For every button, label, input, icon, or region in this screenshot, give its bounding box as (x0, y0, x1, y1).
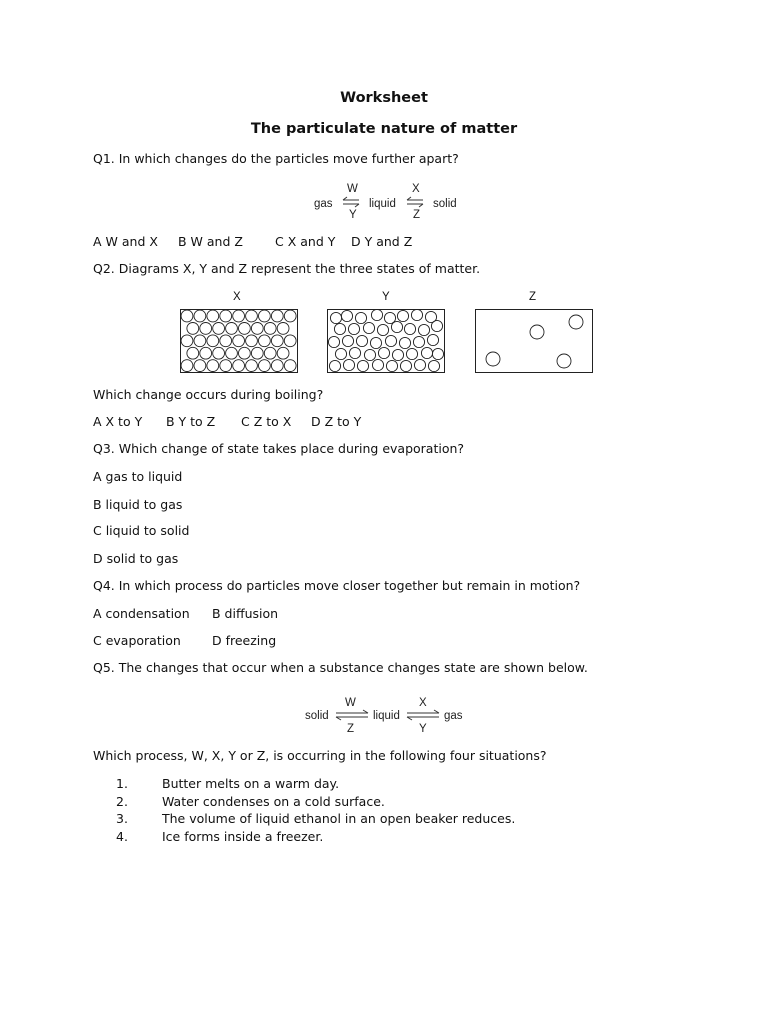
solid-particle (233, 310, 245, 322)
solid-particle (194, 360, 206, 372)
q2-label-y: Y (382, 291, 390, 303)
solid-particle (181, 360, 193, 372)
list-item-number: 2. (116, 793, 128, 809)
list-item-text: Butter melts on a warm day. (162, 776, 340, 791)
q5-state-change-diagram (296, 692, 476, 740)
solid-particle (187, 347, 199, 359)
solid-particle (271, 360, 283, 372)
q1-diagram-top2: X (412, 183, 420, 195)
q4-option-c: C evaporation (93, 633, 181, 648)
solid-particle (207, 310, 219, 322)
solid-particle (226, 323, 238, 335)
q1-diagram-right: solid (433, 198, 457, 210)
q5-diagram-top2: X (419, 697, 427, 709)
diagram-y-liquid (327, 309, 445, 373)
solid-particle (259, 360, 271, 372)
q5-diagram-bottom2: Y (419, 723, 427, 735)
q1-state-change-diagram (300, 178, 470, 226)
q1-option-c: C X and Y (275, 234, 336, 249)
solid-particle (233, 360, 245, 372)
q1-diagram-bottom2: Z (413, 209, 421, 221)
solid-particle (207, 335, 219, 347)
solid-particle (194, 335, 206, 347)
solid-particle (246, 360, 258, 372)
solid-particle (246, 335, 258, 347)
q3-option-a: A gas to liquid (93, 469, 183, 484)
q5-diagram-left: solid (305, 710, 329, 722)
q5-diagram-bottom1: Z (347, 723, 355, 735)
q4-question: Q4. In which process do particles move closer together but remain in motion? (93, 578, 581, 593)
solid-particle (277, 347, 289, 359)
q1-option-a: A W and X (93, 234, 158, 249)
q3-option-d: D solid to gas (93, 551, 179, 566)
q2-followup: Which change occurs during boiling? (93, 387, 324, 402)
solid-particle (264, 347, 276, 359)
solid-particle (277, 323, 289, 335)
solid-particle (239, 323, 251, 335)
q2-option-a: A X to Y (93, 414, 143, 429)
solid-particle (284, 310, 296, 322)
solid-particle (226, 347, 238, 359)
q2-label-z: Z (529, 291, 537, 303)
solid-particle (284, 360, 296, 372)
solid-particle (246, 310, 258, 322)
q2-question: Q2. Diagrams X, Y and Z represent the three states of matter. (93, 261, 481, 276)
solid-particle (200, 347, 212, 359)
q4-option-b: B diffusion (212, 606, 279, 621)
solid-particle (284, 335, 296, 347)
q1-option-d: D Y and Z (351, 234, 413, 249)
q3-option-b: B liquid to gas (93, 497, 183, 512)
list-item-text: Ice forms inside a freezer. (162, 828, 324, 844)
diagram-x-solid (180, 309, 298, 373)
solid-particle (251, 347, 263, 359)
solid-particle (220, 310, 232, 322)
q5-diagram-right: gas (444, 710, 463, 722)
q2-option-d: D Z to Y (311, 414, 362, 429)
solid-particle (194, 310, 206, 322)
equilibrium-arrow-icon (336, 710, 368, 720)
list-item-text: The volume of liquid ethanol in an open beaker reduces. (162, 811, 516, 826)
equilibrium-arrow-icon (407, 710, 439, 720)
equilibrium-arrow-icon (343, 197, 359, 207)
q4-option-a: A condensation (93, 606, 190, 621)
solid-particle (259, 310, 271, 322)
q5-diagram-top1: W (345, 697, 356, 709)
q3-option-c: C liquid to solid (93, 523, 190, 538)
list-item (116, 776, 515, 794)
list-item-number: 3. (116, 811, 128, 826)
q5-diagram-middle: liquid (373, 710, 400, 722)
q1-diagram-left: gas (314, 198, 333, 210)
q2-option-c: C Z to X (241, 414, 292, 429)
solid-particle (181, 310, 193, 322)
q1-diagram-top1: W (347, 183, 358, 195)
solid-particle (271, 335, 283, 347)
list-item (116, 829, 515, 847)
q1-option-b: B W and Z (178, 234, 243, 249)
worksheet-subtitle: The particulate nature of matter (250, 121, 518, 137)
solid-particle (239, 347, 251, 359)
q2-label-x: X (233, 291, 241, 303)
solid-particle (207, 360, 219, 372)
q5-followup: Which process, W, X, Y or Z, is occurring in the following four situations? (93, 748, 547, 763)
diagram-z-gas (475, 309, 593, 373)
list-item-number: 1. (116, 776, 128, 791)
q4-option-d: D freezing (212, 633, 277, 648)
worksheet-title: Worksheet (340, 90, 428, 106)
solid-particle (187, 323, 199, 335)
solid-particle (264, 323, 276, 335)
solid-particle (259, 335, 271, 347)
solid-particle (233, 335, 245, 347)
solid-particle (181, 335, 193, 347)
solid-particle (220, 335, 232, 347)
q5-situation-list (116, 776, 515, 846)
list-item-text: Water condenses on a cold surface. (162, 793, 385, 809)
q3-question: Q3. Which change of state takes place during evaporation? (93, 441, 465, 456)
solid-particle (213, 347, 225, 359)
solid-particle (251, 323, 263, 335)
solid-particle (200, 323, 212, 335)
solid-particle (213, 323, 225, 335)
solid-particle (271, 310, 283, 322)
q1-diagram-bottom1: Y (349, 209, 357, 221)
equilibrium-arrow-icon (407, 197, 423, 207)
list-item (116, 811, 515, 829)
q1-question: Q1. In which changes do the particles move further apart? (93, 151, 459, 166)
list-item (116, 794, 515, 812)
q5-question: Q5. The changes that occur when a substance changes state are shown below. (93, 660, 588, 675)
q2-option-b: B Y to Z (166, 414, 216, 429)
q1-diagram-middle: liquid (369, 198, 396, 210)
list-item-number: 4. (116, 828, 128, 844)
solid-particle (220, 360, 232, 372)
